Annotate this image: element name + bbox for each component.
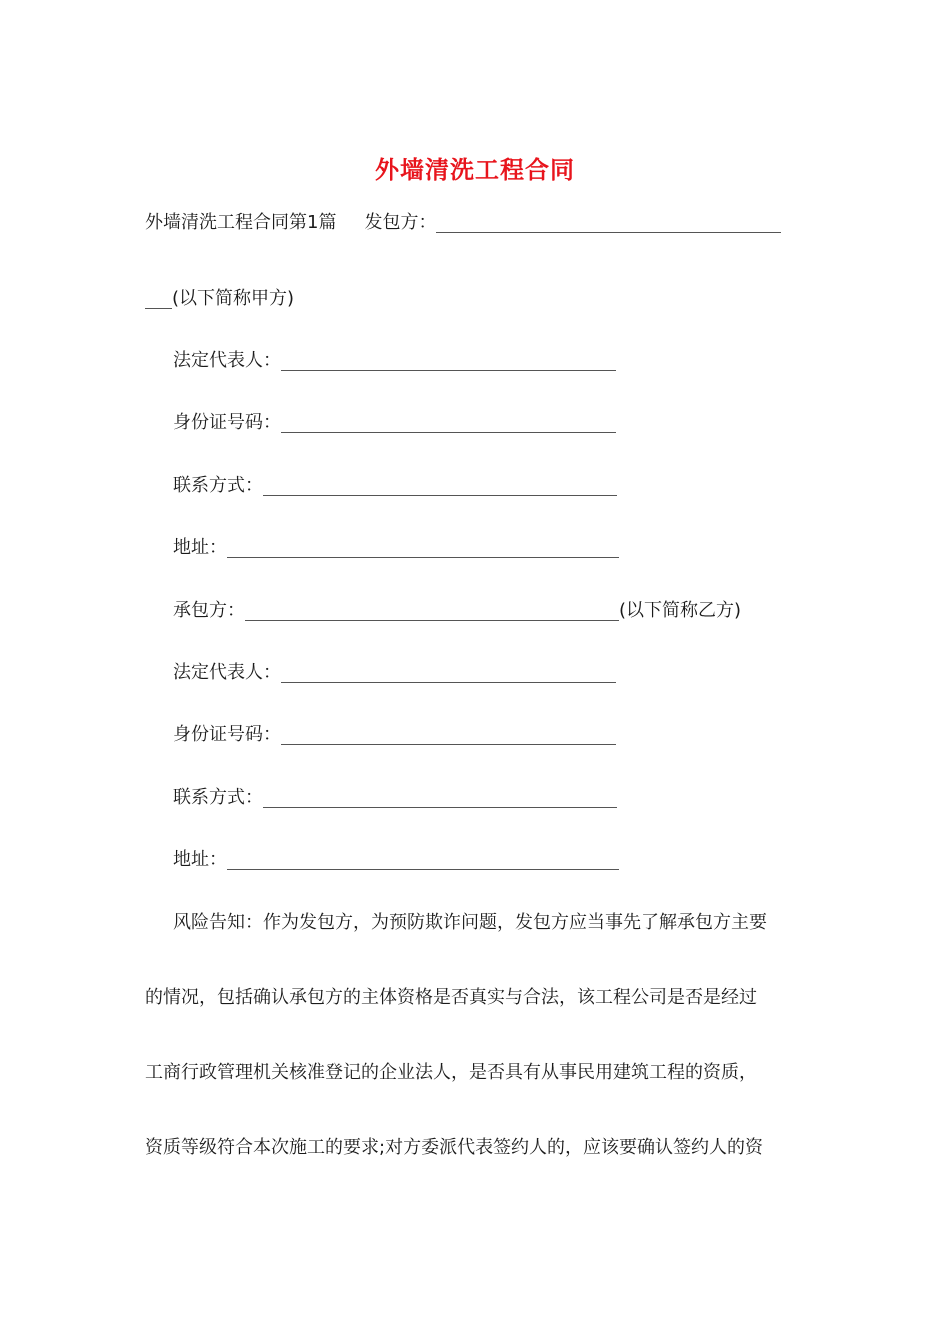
party-b-contact-line [173, 785, 617, 811]
party-a-contact-line [173, 473, 617, 499]
employer-label: 发包方： [364, 212, 437, 233]
party-b-id-line [173, 722, 616, 748]
party-a-legal-rep-blank[interactable] [281, 352, 616, 371]
party-a-contact-label: 联系方式： [173, 475, 263, 496]
party-b-address-blank[interactable] [227, 851, 619, 870]
party-b-address-line [173, 847, 619, 873]
risk-notice-line-4: 资质等级符合本次施工的要求;对方委派代表签约人的，应该要确认签约人的资 [145, 1137, 764, 1158]
document-title: 外墙清洗工程合同 [375, 155, 575, 184]
party-b-id-label: 身份证号码： [173, 724, 281, 745]
party-a-id-blank[interactable] [281, 414, 616, 433]
employer-blank-continued[interactable] [145, 290, 172, 309]
party-a-id-label: 身份证号码： [173, 412, 281, 433]
party-b-legal-rep-blank[interactable] [281, 664, 616, 683]
party-b-contact-blank[interactable] [263, 789, 617, 808]
employer-blank[interactable] [436, 214, 781, 233]
employer-suffix-line [145, 286, 294, 312]
employer-line [145, 210, 781, 236]
contractor-blank[interactable] [245, 602, 619, 621]
party-a-address-line [173, 535, 619, 561]
party-b-legal-rep-label: 法定代表人： [173, 662, 281, 683]
contractor-line [173, 598, 741, 624]
party-b-address-label: 地址： [173, 849, 227, 870]
party-a-address-label: 地址： [173, 537, 227, 558]
party-b-legal-rep-line [173, 660, 616, 686]
contractor-label: 承包方： [173, 600, 245, 621]
party-a-contact-blank[interactable] [263, 477, 617, 496]
risk-notice-line-2: 的情况，包括确认承包方的主体资格是否真实与合法，该工程公司是否是经过 [145, 987, 757, 1008]
risk-notice-line-3: 工商行政管理机关核准登记的企业法人，是否具有从事民用建筑工程的资质， [145, 1062, 757, 1083]
document-subtitle: 外墙清洗工程合同第1篇 [145, 212, 337, 233]
party-a-legal-rep-label: 法定代表人： [173, 350, 281, 371]
contractor-suffix: (以下简称乙方) [619, 600, 742, 621]
party-b-id-blank[interactable] [281, 726, 616, 745]
party-a-id-line [173, 410, 616, 436]
party-a-address-blank[interactable] [227, 539, 619, 558]
risk-notice-line-1: 风险告知：作为发包方，为预防欺诈问题，发包方应当事先了解承包方主要 [173, 912, 767, 933]
party-b-contact-label: 联系方式： [173, 787, 263, 808]
employer-suffix: (以下简称甲方) [172, 288, 295, 309]
party-a-legal-rep-line [173, 348, 616, 374]
